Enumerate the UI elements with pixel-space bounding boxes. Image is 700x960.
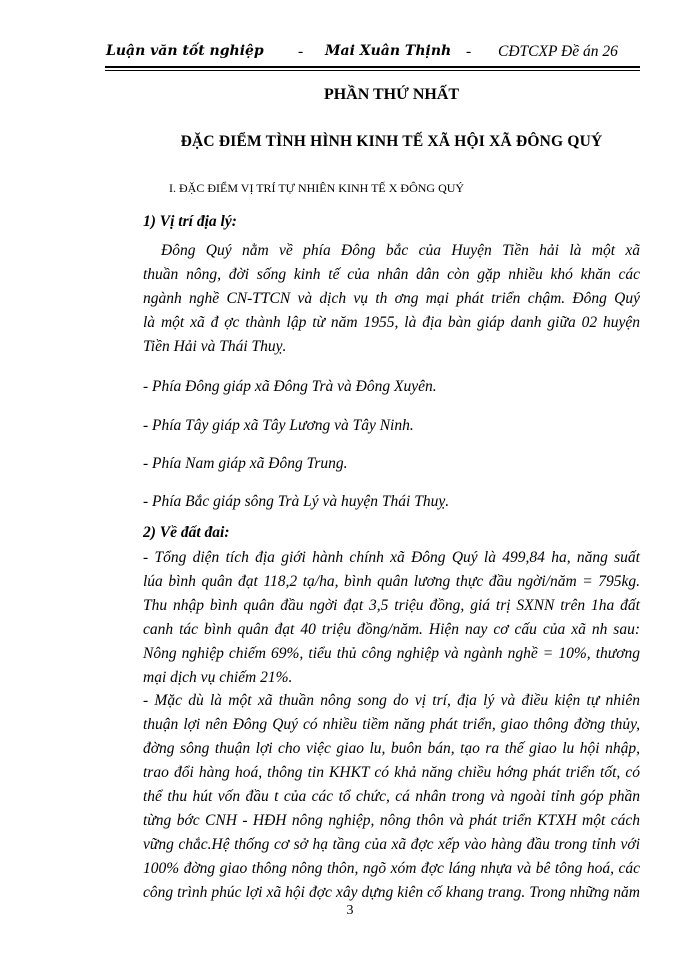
text-line: là một xã đ ợc thành lập từ năm 1955, là địa bàn giáp danh giữa 02 huyện bbox=[143, 314, 640, 331]
section-heading: I. ĐẶC ĐIỂM VỊ TRÍ TỰ NHIÊN KINH TẾ X ĐÔNG QUÝ bbox=[169, 181, 465, 195]
running-header bbox=[100, 43, 640, 65]
header-project: CĐTCXP Đề án 26 bbox=[498, 43, 618, 60]
header-thesis-label: Luận văn tốt nghiệp bbox=[106, 43, 264, 59]
header-separator: - bbox=[298, 43, 304, 60]
chapter-title: ĐẶC ĐIỂM TÌNH HÌNH KINH TẾ XÃ HỘI XÃ ĐÔNG QUÝ bbox=[180, 133, 603, 150]
text-line: thuận lợi nên Đông Quý có nhiều tiềm năng phát triển, giao thông đờng thủy, bbox=[143, 716, 640, 733]
text-line: thuần nông, đời sống kinh tế của nhân dân còn gặp nhiều khó khăn các bbox=[143, 266, 640, 283]
paragraph-potential bbox=[143, 689, 640, 905]
list-item: - Phía Bắc giáp sông Trà Lý và huyện Thái Thuỵ. bbox=[143, 493, 450, 510]
subsection-heading: 2) Về đất đai: bbox=[143, 524, 230, 541]
text-line: thể thu hút vốn đầu t của các tổ chức, cá nhân trong và ngoài tỉnh góp phần bbox=[143, 788, 640, 805]
text-line: lúa bình quân đạt 118,2 tạ/ha, bình quân lương thực đầu ngời/năm = 795kg. bbox=[143, 573, 640, 590]
text-line: Thu nhập bình quân đầu ngời đạt 3,5 triệu đồng, giá trị SXNN trên 1ha đất bbox=[143, 597, 640, 614]
text-line: - Tổng diện tích địa giới hành chính xã Đông Quý là 499,84 ha, năng suất bbox=[143, 549, 640, 566]
text-line: mại dịch vụ chiếm 21%. bbox=[143, 669, 293, 686]
header-separator: - bbox=[466, 43, 472, 60]
list-item: - Phía Đông giáp xã Đông Trà và Đông Xuyên. bbox=[143, 378, 437, 395]
text-line: trao đổi hàng hoá, thông tin KHKT có khả năng chiều hớng phát triển tốt, có bbox=[143, 764, 640, 781]
text-line: - Mặc dù là một xã thuần nông song do vị trí, địa lý và điều kiện tự nhiên bbox=[143, 692, 640, 709]
text-line: từng bớc CNH - HĐH nông nghiệp, nông thôn và phát triển KTXH một cách bbox=[143, 812, 640, 829]
page-number: 3 bbox=[346, 903, 354, 918]
paragraph-land bbox=[143, 546, 640, 690]
header-author: Mai Xuân Thịnh bbox=[325, 43, 452, 59]
text-line: đờng sông thuận lợi cho việc giao lu, buôn bán, tạo ra thế giao lu hội nhập, bbox=[143, 740, 640, 757]
text-line: vững chắc.Hệ thống cơ sở hạ tầng của xã đợc xếp vào hàng đầu trong tỉnh với bbox=[143, 836, 640, 853]
text-line: Nông nghiệp chiếm 69%, tiểu thủ công nghiệp và ngành nghề = 10%, thương bbox=[143, 645, 640, 662]
text-line: 100% đờng giao thông nông thôn, ngõ xóm đợc láng nhựa và bê tông hoá, các bbox=[143, 860, 640, 877]
list-item: - Phía Nam giáp xã Đông Trung. bbox=[143, 455, 348, 472]
text-line: ngành nghề CN-TTCN và dịch vụ th ơng mại phát triển chậm. Đông Quý bbox=[143, 290, 640, 307]
paragraph-location bbox=[143, 239, 640, 359]
header-rule bbox=[105, 66, 640, 68]
header-rule bbox=[105, 70, 640, 71]
text-line: canh tác bình quân đạt 40 triệu đồng/năm. Hiện nay cơ cấu của xã nh sau: bbox=[143, 621, 640, 638]
text-line: Tiền Hải và Thái Thuỵ. bbox=[143, 338, 287, 355]
text-line: công trình phúc lợi xã hội đợc xây dựng kiên cố khang trang. Trong những năm bbox=[143, 884, 640, 901]
text-line: Đông Quý nằm về phía Đông bắc của Huyện Tiền hải là một xã bbox=[161, 242, 640, 259]
list-item: - Phía Tây giáp xã Tây Lương và Tây Ninh. bbox=[143, 417, 414, 434]
part-title: PHẦN THỨ NHẤT bbox=[323, 86, 460, 103]
subsection-heading: 1) Vị trí địa lý: bbox=[143, 213, 237, 230]
